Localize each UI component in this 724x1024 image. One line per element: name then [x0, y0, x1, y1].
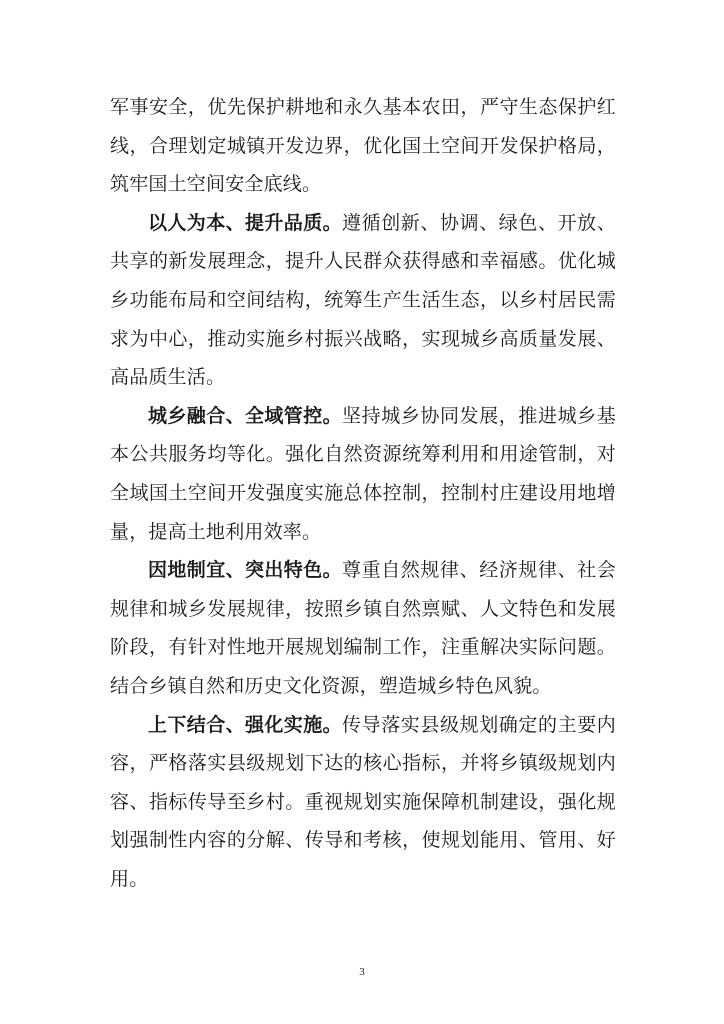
- paragraph-text: 尊重自然规律、经济规律、社会规律和城乡发展规律，按照乡镇自然禀赋、人文特色和发展阶段，有针对性地开展规划编制工作，注重解决实际问题。结合乡镇自然和历史文化资源，塑造城乡特色风貌。: [110, 559, 616, 697]
- paragraph-text: 传导落实县级规划确定的主要内容，严格落实县级规划下达的核心指标，并将乡镇级规划内容、指标传导至乡村。重视规划实施保障机制建设，强化规划强制性内容的分解、传导和考核，使规划能用、管用、好用。: [110, 713, 616, 890]
- paragraph-local-conditions: [110, 551, 616, 705]
- paragraph-text: 坚持城乡协同发展，推进城乡基本公共服务均等化。强化自然资源统筹利用和用途管制，对全域国土空间开发强度实施总体控制，控制村庄建设用地增量，提高土地利用效率。: [110, 404, 616, 543]
- paragraph-urban-rural-integration: [110, 397, 616, 551]
- paragraph-text: 遵循创新、协调、绿色、开放、共享的新发展理念，提升人民群众获得感和幸福感。优化城乡功能布局和空间结构，统筹生产生活生态，以乡村居民需求为中心，推动实施乡村振兴战略，实现城乡高质量发展、高品质生活。: [110, 211, 616, 389]
- paragraph-people-oriented: [110, 204, 616, 397]
- page-number: 3: [359, 966, 365, 978]
- paragraph-text: 军事安全，优先保护耕地和永久基本农田，严守生态保护红线，合理划定城镇开发边界，优化国土空间开发保护格局，筑牢国土空间安全底线。: [110, 96, 616, 196]
- paragraph-heading: 上下结合、强化实施。: [148, 713, 342, 736]
- paragraph-heading: 因地制宜、突出特色。: [148, 559, 342, 582]
- paragraph-heading: 城乡融合、全域管控。: [148, 404, 342, 427]
- document-body: [110, 88, 616, 898]
- paragraph-continuation: [110, 88, 616, 204]
- paragraph-implementation: [110, 706, 616, 899]
- paragraph-heading: 以人为本、提升品质。: [148, 211, 342, 234]
